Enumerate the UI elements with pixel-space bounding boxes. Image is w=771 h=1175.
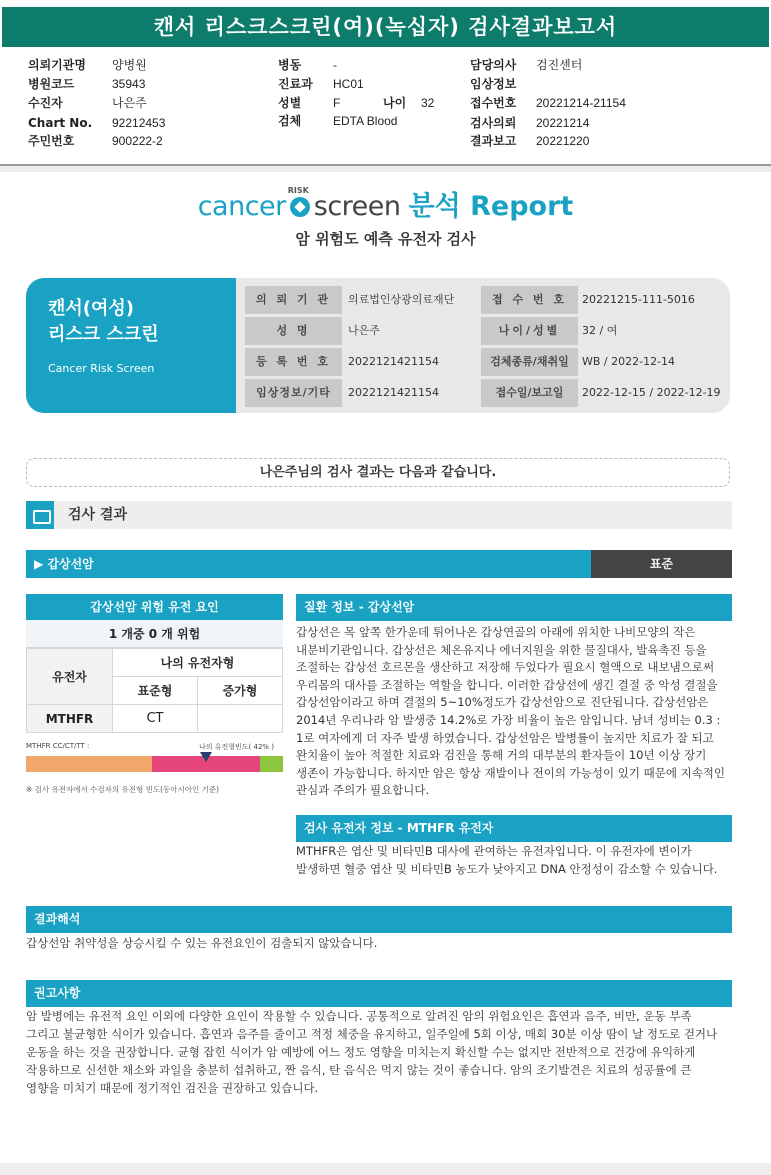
card-item-label: 접 수 번 호	[481, 286, 578, 314]
card-item-label: 검체종류/채취일	[481, 348, 578, 376]
risk-compass-icon	[287, 186, 310, 217]
report-title: 캔서 리스크스크린(여)(녹십자) 검사결과보고서	[2, 7, 769, 47]
text-line: 2014년 우리나라 암 발생중 14.2%로 가장 비율이 높은 암입니다. 남녀 성비는 0.3 :	[296, 712, 721, 727]
report-title-bar	[0, 0, 771, 54]
standard-column-header: 표준형	[113, 677, 198, 705]
bottom-strip	[0, 1163, 771, 1175]
header-label: 임상정보	[470, 77, 517, 91]
recommendation-body	[26, 1007, 726, 1097]
card-title-line1: 캔서(여성)	[48, 298, 135, 319]
card-item-label: 임상정보/기타	[245, 379, 342, 407]
gene-column-header: 유전자	[27, 649, 113, 705]
cancer-type-bar	[26, 550, 732, 578]
text-line: 관심과 주의가 필요합니다.	[296, 783, 430, 798]
logo-report: 분석 Report	[408, 191, 574, 222]
risk-factor-table	[26, 594, 283, 733]
my-genotype-marker-icon	[200, 752, 212, 762]
logo-cancer: cancer	[197, 191, 286, 222]
interpretation-header: 결과해석	[26, 906, 732, 933]
header-label: 결과보고	[470, 134, 517, 148]
text-line: 발생하면 혈중 엽산 및 비타민B 농도가 낮아지고 DNA 안정성이 감소할 수 있습니다.	[296, 861, 718, 876]
header-label: 의뢰기관명	[28, 58, 86, 72]
header-label: 진료과	[278, 77, 313, 91]
header-label: 검체	[278, 114, 302, 128]
gene-info-header: 검사 유전자 정보 - MTHFR 유전자	[296, 815, 732, 842]
card-item	[245, 286, 475, 314]
text-line: 암 발병에는 유전적 요인 이외에 다양한 요인이 작용할 수 있습니다. 공통적으로 알려진 암의 위험요인은 흡연과 음주, 비만, 운동 부족	[26, 1009, 692, 1023]
header-label: 성별	[278, 96, 302, 110]
header-value: HC01	[333, 77, 364, 91]
clipboard-icon	[26, 501, 54, 529]
card-item-value: 2022121421154	[348, 386, 439, 399]
text-line: 갑상선암이라고 하며 결절의 5~10%정도가 갑상선암으로 진단됩니다. 갑상선암은	[296, 695, 709, 710]
header-value: -	[333, 58, 337, 72]
genotype-frequency	[26, 740, 283, 780]
card-item	[245, 348, 475, 376]
header-value: 900222-2	[112, 134, 163, 148]
result-notice: 나은주님의 검사 결과는 다음과 같습니다.	[26, 458, 730, 487]
gene-name: MTHFR	[27, 705, 113, 733]
frequency-bar	[26, 756, 283, 772]
text-line: 작용하므로 신선한 채소와 과일을 충분히 섭취하고, 짠 음식, 탄 음식은 먹지 않는 것이 좋습니다. 암의 조기발견은 치료의 성공률에 큰	[26, 1063, 692, 1077]
report-header-info	[0, 54, 771, 166]
cancer-screen-logo	[0, 184, 771, 224]
risk-status-badge: 표준	[591, 550, 732, 578]
text-line: 우리몸의 대사를 조절하는 역할을 합니다. 이러한 갑상선에 생긴 결절 중 악성 결절을	[296, 677, 718, 692]
disease-info-header: 질환 정보 - 갑상선암	[296, 594, 732, 621]
header-value: 나은주	[112, 96, 147, 110]
patient-info-card	[26, 278, 730, 413]
card-item-value: 2022-12-15 / 2022-12-19	[582, 386, 721, 399]
standard-value: CT	[113, 705, 198, 733]
text-line: 영향을 미치기 때문에 정기적인 검진을 권장하고 있습니다.	[26, 1081, 319, 1095]
header-label: 병동	[278, 58, 302, 72]
card-item-value: 20221215-111-5016	[582, 293, 695, 306]
disease-info-body	[296, 624, 732, 800]
card-item-label: 등 록 번 호	[245, 348, 342, 376]
header-value: 92212453	[112, 116, 166, 130]
header-label: 주민번호	[28, 134, 75, 148]
age-label: 나이	[383, 96, 407, 110]
gene-info-body	[296, 843, 732, 878]
card-item-label: 나이/성별	[481, 317, 578, 345]
genotype-table	[26, 648, 283, 733]
card-title-en: Cancer Risk Screen	[48, 362, 155, 375]
text-line: 그리고 불균형한 식이가 있습니다. 흡연과 음주를 줄이고 적정 체중을 유지하고, 일주일에 5회 이상, 매회 30분 이상 땀이 날 정도로 걷거나	[26, 1027, 718, 1041]
increased-column-header: 증가형	[197, 677, 282, 705]
header-label: 병원코드	[28, 77, 75, 91]
card-title-line2: 리스크 스크린	[48, 324, 159, 345]
cancer-type-name: ▶ 갑상선암	[26, 550, 591, 578]
text-line: 갑상선은 목 앞쪽 한가운데 튀어나온 갑상연골의 아래에 위치한 나비모양의 작은	[296, 625, 696, 639]
card-item-value: 나은주	[348, 324, 380, 337]
card-item	[481, 379, 721, 407]
card-item	[245, 379, 475, 407]
freq-right-label: 나의 유전형빈도( 42% )	[199, 743, 275, 751]
logo-risk: RISK	[287, 186, 309, 195]
header-value: 20221214-21154	[536, 96, 626, 110]
header-value: F	[333, 96, 341, 110]
frequency-footnote: ※ 검사 유전자에서 수검자의 유전형 빈도(동아시아인 기준)	[26, 785, 220, 794]
text-line: 운동을 하는 것을 권장합니다. 균형 잡힌 식이가 암 예방에 어느 정도 영향을 미치는지 확신할 수는 없지만 전반적으로 건강에 유익하게	[26, 1045, 696, 1059]
header-label: 담당의사	[470, 58, 517, 72]
report-subtitle: 암 위험도 예측 유전자 검사	[295, 230, 476, 248]
card-item	[481, 286, 721, 314]
text-line: MTHFR은 엽산 및 비타민B 대사에 관여하는 유전자입니다. 이 유전자에 변이가	[296, 844, 692, 858]
header-value: 검진센터	[536, 58, 583, 72]
card-item-label: 접수일/보고일	[481, 379, 578, 407]
header-value: 20221214	[536, 116, 590, 130]
card-item-value: 2022121421154	[348, 355, 439, 368]
header-label: 검사의뢰	[470, 116, 517, 130]
increased-value	[197, 705, 282, 733]
recommendation-header: 권고사항	[26, 980, 732, 1007]
header-value: EDTA Blood	[333, 114, 398, 128]
card-item-value: 의료법인상광의료재단	[348, 293, 455, 306]
header-value: 20221220	[536, 134, 590, 148]
header-value: 양병원	[112, 58, 147, 72]
interpretation-text: 갑상선암 취약성을 상승시킬 수 있는 유전요인이 검출되지 않았습니다.	[26, 936, 378, 950]
gray-strip	[0, 166, 771, 172]
card-item	[245, 317, 475, 345]
section-title: 검사 결과	[68, 507, 127, 523]
text-line: 조절하는 갑상선 호르몬을 생산하고 저장해 두었다가 필요시 혈액으로 내보냄으로써	[296, 660, 715, 675]
card-item-value: WB / 2022-12-14	[582, 355, 676, 368]
frequency-segment	[260, 756, 283, 772]
genotype-column-header: 나의 유전자형	[113, 649, 283, 677]
risk-count: 1 개중 0 개 위험	[26, 620, 283, 648]
frequency-segment	[26, 756, 152, 772]
card-item-label: 성 명	[245, 317, 342, 345]
text-line: 내분비기관입니다. 갑상선은 체온유지나 에너지원을 위한 물질대사, 발육촉진 등을	[296, 642, 707, 657]
logo-screen: screen	[313, 191, 401, 222]
card-item-label: 의 뢰 기 관	[245, 286, 342, 314]
card-title-panel	[26, 278, 236, 413]
card-item	[481, 317, 721, 345]
header-label: 수진자	[28, 96, 63, 110]
text-line: 완치율이 높아 적절한 치료와 검진을 통해 거의 대부분의 환자들이 10년 이상 장기	[296, 748, 707, 763]
header-value: 35943	[112, 77, 146, 91]
age-value: 32	[421, 96, 435, 110]
header-label: Chart No.	[28, 116, 93, 130]
card-item	[481, 348, 721, 376]
text-line: 1로 여자에게 더 자주 발생 하였습니다. 갑상선암은 발병률이 높지만 치료가 잘 되고	[296, 730, 714, 745]
card-item-value: 32 / 여	[582, 324, 618, 337]
section-header	[26, 501, 732, 529]
table-row	[27, 705, 283, 733]
header-label: 접수번호	[470, 96, 517, 110]
risk-table-title: 갑상선암 위험 유전 요인	[26, 594, 283, 620]
freq-left-label: MTHFR CC/CT/TT :	[26, 742, 90, 750]
text-line: 생존이 가능합니다. 하지만 암은 항상 재발이나 전이의 가능성이 있기 때문에 지속적인	[296, 765, 726, 780]
